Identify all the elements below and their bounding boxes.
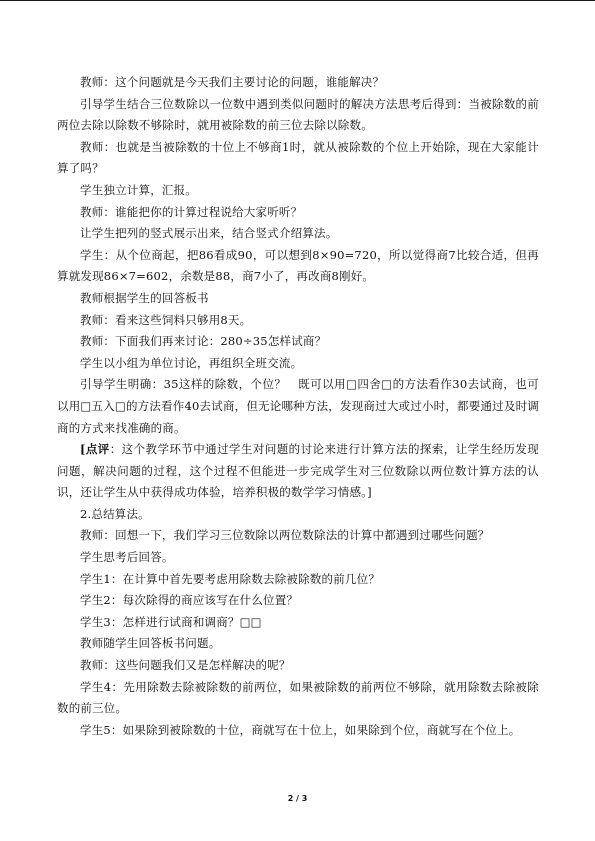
paragraph: 引导学生结合三位数除以一位数中遇到类似问题时的解决方法思考后得到：当被除数的前两位去除以除数不够除时，就用被除数的前三位去除以除数。 [57, 96, 539, 133]
paragraph: 引导学生明确：35这样的除数，个位？ 既可以用□四舍□的方法看作30去试商，也可以用□五入□的方法看作40去试商，但无论哪种方法，发现商过大或过小时，都要通过及时调商的方式来找准确的商。 [57, 377, 539, 435]
paragraph: 教师根据学生的回答板书 [80, 290, 209, 305]
paragraph: 学生思考后回答。 [80, 550, 174, 565]
paragraph: 让学生把列的竖式展示出来，结合竖式介绍算法。 [80, 226, 338, 241]
paragraph: 学生：从个位商起，把86看成90，可以想到8×90=720，所以觉得商7比较合适，但再算就发现86×7=602，余数是88，商7小了，再改商8刚好。 [57, 247, 539, 284]
paragraph: 教师：也就是当被除数的十位上不够商1时，就从被除数的个位上开始除，现在大家能计算了吗？ [57, 139, 539, 176]
document-body [57, 72, 539, 741]
paragraph: 学生4：先用除数去除被除数的前两位，如果被除数的前两位不够除，就用除数去除被除数的前三位。 [57, 679, 539, 716]
header-rule [0, 0, 595, 1]
paragraph: 教师：这个问题就是今天我们主要讨论的问题，谁能解决？ [80, 75, 385, 89]
paragraph: 学生2：每次除得的商应该写在什么位置？ [80, 593, 299, 608]
paragraph: 教师：下面我们再来讨论：280÷35怎样试商？ [80, 334, 327, 349]
paragraph: 学生5：如果除到被除数的十位，商就写在十位上，如果除到个位，商就写在个位上。 [80, 722, 521, 737]
paragraph: 教师随学生回答板书问题。 [80, 636, 221, 651]
paragraph: 学生以小组为单位讨论，再组织全班交流。 [80, 355, 303, 370]
paragraph: 学生1：在计算中首先要考虑用除数去除被除数的前几位？ [80, 571, 381, 586]
paragraph: 教师：谁能把你的计算过程说给大家听听？ [80, 204, 303, 219]
comment-paragraph [57, 439, 539, 504]
paragraph: 教师：看来这些饲料只够用8天。 [80, 312, 252, 327]
comment-tag: [点评 [80, 442, 110, 457]
paragraph: 学生3：怎样进行试商和调商？□□ [80, 614, 262, 629]
paragraph: 教师：回想一下，我们学习三位数除以两位数除法的计算中都遇到过哪些问题？ [80, 528, 490, 543]
section-heading: 2.总结算法。 [80, 506, 150, 521]
paragraph: 学生独立计算，汇报。 [80, 182, 197, 197]
paragraph: 教师：这些问题我们又是怎样解决的呢？ [80, 658, 291, 673]
page-number: 2 / 3 [287, 794, 308, 803]
comment-text: ：这个教学环节中通过学生对问题的讨论来进行计算方法的探索，让学生经历发现问题，解决问题的过程，这个过程不但能进一步完成学生对三位数除以两位数计算方法的认识，还让学生从中获得成功体验，培养积极的数学学习情感。] [57, 442, 539, 500]
